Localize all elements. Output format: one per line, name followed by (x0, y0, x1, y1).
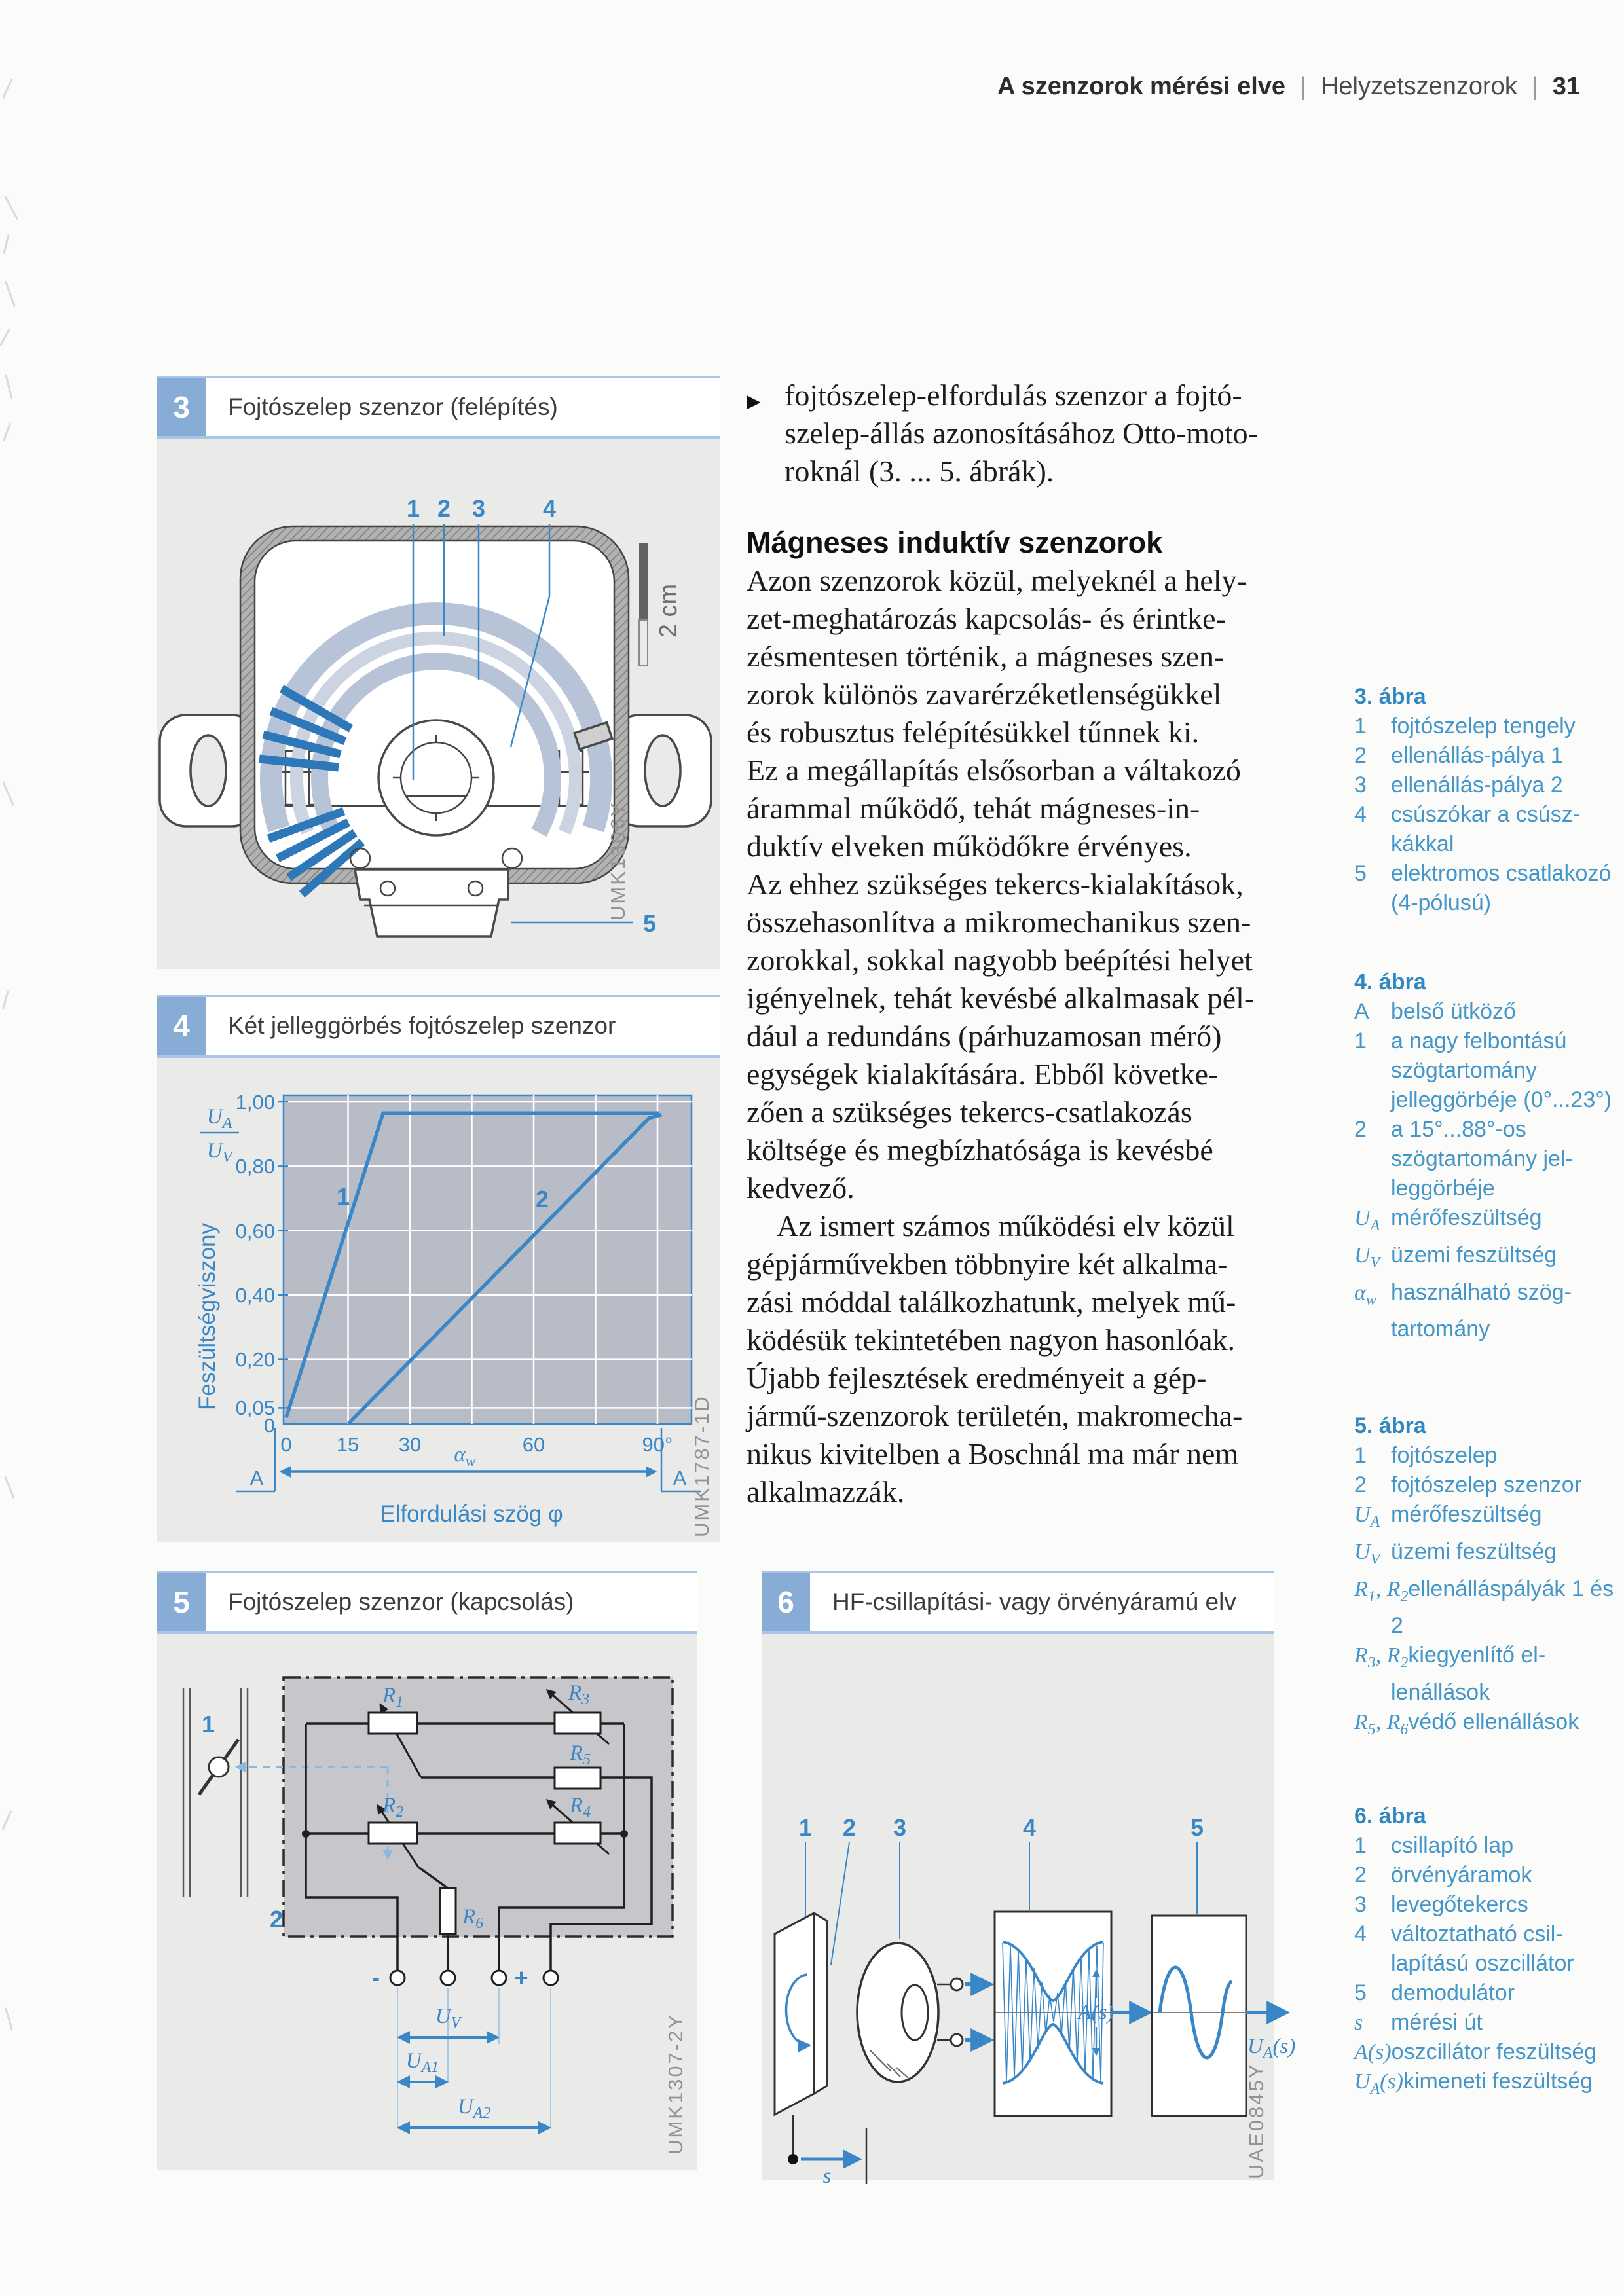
callout-5: 5 (642, 910, 657, 937)
text-line: egységek kialakítására. Ebből követke- (747, 1057, 1219, 1091)
r5-label: $R_5$ (570, 1741, 591, 1768)
header-divider: | (1300, 73, 1306, 100)
caption-text: ellenálláspályák 1 és 2 (1391, 1576, 1614, 1639)
caption-text: demodulátor (1391, 1980, 1515, 2005)
caption-term: 5 (1354, 861, 1367, 886)
caption-entry (1354, 2008, 1616, 2037)
caption-entries (1354, 997, 1616, 1344)
r2-label: $R_2$ (382, 1794, 404, 1821)
page-number: 31 (1552, 73, 1580, 100)
curve-1-label: 1 (336, 1183, 350, 1210)
text-line: ködésük tekintetében nagyon hasonlóak. (747, 1323, 1236, 1357)
caption-entry (1354, 1115, 1616, 1203)
resistor-r2 (369, 1823, 417, 1844)
y-tick: 0,60 (235, 1220, 275, 1243)
scan-mark (3, 422, 11, 441)
figure4-titlebar (157, 995, 720, 1058)
caption-text: oszcillátor feszültség (1391, 2039, 1597, 2064)
figure3-title: Fojtószelep szenzor (felépítés) (206, 378, 720, 436)
caption-term: $U_A(s)$ (1354, 2069, 1403, 2098)
figure3-watermark: UMK1306Y (606, 801, 629, 920)
damping-plate-edge (814, 1913, 827, 2094)
text-line: jármű-szenzorok területén, makromecha- (747, 1399, 1243, 1432)
a-marker-left: A (249, 1467, 264, 1489)
text-line: zorok különös zavarérzéketlenségükkel (747, 678, 1222, 711)
air-coil-bore (902, 1985, 928, 2040)
caption-term: 1 (1354, 1443, 1367, 1468)
throttle-sensor-construction-drawing (157, 439, 720, 974)
text-line: zet-meghatározás kapcsolás- és érintke- (747, 602, 1226, 635)
caption-term: $U_A$ (1354, 1503, 1380, 1531)
scan-mark (2, 78, 13, 99)
figure3-drawing-area (157, 439, 720, 969)
text-line: zási móddal találkozhatunk, melyek mű- (747, 1285, 1236, 1319)
text-line: Az ehhez szükséges tekercs-kialakítások, (747, 867, 1244, 901)
caption-term: 1 (1354, 1833, 1367, 1858)
caption-text: fojtószelep szenzor (1391, 1472, 1582, 1497)
y-tick: 0,40 (235, 1284, 275, 1307)
r1-label: $R_1$ (382, 1684, 404, 1711)
figure4-panel (157, 995, 720, 1542)
page-header (997, 71, 1580, 102)
caption-entry (1354, 1641, 1616, 1707)
terminal-1 (390, 1971, 405, 1985)
caption-term: 2 (1354, 1472, 1367, 1497)
text-line: igényelnek, tehát kevésbé alkalmasak pél- (747, 981, 1255, 1015)
text-line: alkalmazzák. (747, 1475, 905, 1508)
right-mounting-slot (645, 735, 680, 806)
caption-entry (1354, 2037, 1616, 2067)
figure6-watermark: UAE0845Y (1245, 2062, 1268, 2179)
throttle-sensor-circuit-diagram (157, 1634, 697, 2176)
caption-term: 3 (1354, 1892, 1367, 1917)
text-line: nikus kivitelben a Boschnál ma már nem (747, 1437, 1239, 1470)
a-marker-right: A (673, 1467, 687, 1489)
caption-entry (1354, 771, 1616, 800)
y-tick: 0,80 (235, 1155, 275, 1178)
caption-entry (1354, 1890, 1616, 1920)
text-line: költsége és megbízhatósága is kevésbé (747, 1133, 1213, 1167)
resistor-r6 (440, 1888, 456, 1934)
figure3-panel (157, 376, 720, 969)
caption-text: a 15°...88°-os szögtartomány jelleggörbéje (1391, 1117, 1573, 1201)
caption-entry (1354, 800, 1616, 859)
x-tick: 15 (336, 1433, 360, 1456)
figure4-title: Két jelleggörbés fojtószelep szenzor (206, 997, 720, 1055)
r4-label: $R_4$ (570, 1794, 591, 1821)
caption-entries (1354, 1441, 1616, 1745)
x-tick: 0 (280, 1433, 292, 1456)
scan-mark (4, 1476, 14, 1499)
bullet-paragraph (747, 376, 1304, 490)
caption-term: 4 (1354, 802, 1367, 827)
caption-heading: 3. ábra (1354, 684, 1426, 709)
caption-text: ellenállás-pálya 1 (1391, 743, 1563, 768)
caption-term: $R_5$, $R_6$ (1354, 1710, 1409, 1738)
measurement-origin-dot (788, 2154, 798, 2164)
caption-term: 2 (1354, 743, 1367, 768)
scan-mark (2, 1810, 12, 1830)
caption-entry (1354, 1241, 1616, 1278)
terminal-3 (492, 1971, 506, 1985)
text-line: zően a szükséges tekercs-csatlakozás (747, 1095, 1192, 1129)
caption-entry (1354, 1441, 1616, 1470)
text-line: fojtószelep-elfordulás szenzor a fojtó- (784, 378, 1242, 412)
scale-bar-solid (639, 543, 648, 620)
caption-entry (1354, 1203, 1616, 1241)
callout-2: 2 (842, 1814, 857, 1841)
demodulator-box (1152, 1916, 1246, 2116)
figure4-number-badge: 4 (157, 997, 206, 1055)
y-axis-label: Feszültségviszony (194, 1223, 220, 1410)
caption-term: $R_1$, $R_2$ (1354, 1576, 1409, 1605)
caption-text: csillapító lap (1391, 1833, 1514, 1858)
callout-1: 1 (406, 495, 420, 522)
resistor-r3 (555, 1713, 600, 1734)
figure6-titlebar (762, 1571, 1274, 1634)
caption-text: használható szögtartomány (1391, 1279, 1572, 1342)
x-axis-label: Elfordulási szög φ (380, 1501, 563, 1527)
scan-mark (2, 990, 9, 1010)
scan-mark (5, 196, 18, 221)
x-tick: 60 (522, 1433, 545, 1456)
caption-entry (1354, 1470, 1616, 1500)
minus-sign: - (372, 1964, 380, 1991)
node-dot-left (302, 1830, 310, 1838)
text-line: árammal működő, tehát mágneses-in- (747, 792, 1200, 825)
caption-text: a nagy felbontású szögtartomány jelleggörbéje (0°...23°) (1391, 1029, 1612, 1112)
caption-text: örvényáramok (1391, 1863, 1532, 1887)
resistor-r4 (555, 1823, 600, 1844)
ua2-label: $U_{A2}$ (457, 2095, 491, 2122)
bullet-icon: ▶ (747, 391, 761, 411)
section-heading: Mágneses induktív szenzorok (747, 526, 1163, 559)
caption-term: 2 (1354, 1863, 1367, 1887)
caption-figure6 (1354, 1802, 1616, 2104)
caption-term: $\alpha_w$ (1354, 1280, 1376, 1309)
figure5-panel (157, 1571, 697, 2170)
caption-term: 4 (1354, 1922, 1367, 1946)
scale-label: 2 cm (655, 583, 682, 638)
figure5-titlebar (157, 1571, 697, 1634)
figure6-panel (762, 1571, 1296, 2188)
callout-5: 5 (1190, 1814, 1204, 1841)
y-tick: 0,05 (235, 1396, 275, 1419)
callout-3: 3 (893, 1814, 907, 1841)
coil-terminal-top (951, 1978, 963, 1990)
eddy-current-principle-diagram (762, 1634, 1296, 2188)
electrical-connector (355, 869, 508, 936)
figure5-number-badge: 5 (157, 1573, 206, 1631)
caption-entries (1354, 1831, 1616, 2104)
caption-figure3 (1354, 682, 1616, 918)
caption-text: üzemi feszültség (1391, 1539, 1557, 1564)
callout-3: 3 (471, 495, 486, 522)
paragraph-2 (747, 1207, 1304, 1511)
scan-mark (5, 281, 16, 307)
figure5-title: Fojtószelep szenzor (kapcsolás) (206, 1573, 697, 1631)
figure4-watermark: UMK1787-1D (690, 1394, 713, 1537)
text-line: kedvező. (747, 1171, 855, 1205)
caption-term: 3 (1354, 773, 1367, 797)
fraction-denominator: $U_V$ (206, 1139, 232, 1166)
r3-label: $R_3$ (568, 1681, 590, 1708)
caption-text: üzemi feszültség (1391, 1242, 1557, 1267)
caption-text: elektromos csatlakozó (4-pólusú) (1391, 861, 1612, 915)
y-tick: 0 (263, 1414, 275, 1437)
figure5-circuit-area (157, 1634, 697, 2170)
curve-2-label: 2 (535, 1186, 549, 1212)
text-line: összehasonlítva a mikromechanikus szen- (747, 905, 1251, 939)
caption-term: $U_A$ (1354, 1206, 1380, 1234)
scan-mark (5, 374, 12, 399)
figure5-watermark: UMK1307-2Y (664, 2013, 687, 2155)
caption-entry (1354, 2067, 1616, 2104)
text-line: dául a redundáns (párhuzamosan mérő) (747, 1019, 1222, 1053)
caption-entry (1354, 1920, 1616, 1978)
caption-term: $U_V$ (1354, 1243, 1380, 1271)
caption-entry (1354, 712, 1616, 741)
r6-label: $R_6$ (462, 1905, 484, 1932)
caption-term: 2 (1354, 1117, 1367, 1142)
header-section-title: A szenzorok mérési elve (997, 73, 1286, 100)
bullet-lines (784, 376, 1304, 490)
dual-characteristic-chart (157, 1058, 720, 1547)
scan-mark (5, 2007, 13, 2030)
caption-figure4 (1354, 968, 1616, 1344)
caption-term: $U_V$ (1354, 1539, 1380, 1568)
caption-entry (1354, 859, 1616, 918)
main-text-column (747, 376, 1304, 1511)
caption-entry (1354, 1278, 1616, 1345)
alpha-w-label: $\alpha_w$ (454, 1443, 476, 1470)
caption-entry (1354, 1831, 1616, 1861)
caption-term: 1 (1354, 1029, 1367, 1053)
x-tick: 90° (642, 1433, 673, 1456)
callout-2: 2 (437, 495, 451, 522)
caption-heading: 6. ábra (1354, 1804, 1426, 1829)
caption-text: kimeneti feszültség (1403, 2069, 1593, 2094)
caption-text: mérőfeszültség (1391, 1205, 1542, 1230)
caption-entry (1354, 1978, 1616, 2008)
caption-term: A(s) (1354, 2040, 1392, 2064)
ua1-label: $U_{A1}$ (405, 2049, 439, 2076)
caption-text: levegőtekercs (1391, 1892, 1528, 1917)
throttle-pipe-walls (183, 1688, 248, 1897)
resistor-r1 (369, 1713, 417, 1734)
caption-text: változtatható csillapítású oszcillátor (1391, 1922, 1574, 1976)
caption-heading: 5. ábra (1354, 1413, 1426, 1438)
callout-1: 1 (798, 1814, 813, 1841)
text-line: duktív elveken működőkre érvényes. (747, 829, 1192, 863)
text-line: Az ismert számos működési elv közül (747, 1209, 1234, 1243)
throttle-flap-pivot (209, 1757, 229, 1777)
text-line: roknál (3. ... 5. ábrák). (784, 454, 1054, 488)
figure6-title: HF-csillapítási- vagy örvényáramú elv (810, 1573, 1274, 1631)
text-line: Ez a megállapítás elsősorban a váltakozó (747, 754, 1241, 787)
left-mounting-slot (191, 735, 226, 806)
caption-term: A (1354, 999, 1369, 1024)
caption-heading: 4. ábra (1354, 970, 1426, 994)
caption-text: fojtószelep tengely (1391, 714, 1576, 738)
figure3-titlebar (157, 376, 720, 439)
damping-plate (775, 1913, 814, 2115)
plus-sign: + (514, 1964, 528, 1991)
caption-term: 1 (1354, 714, 1367, 738)
caption-text: kiegyenlítő ellenállások (1391, 1643, 1546, 1705)
node-dot-right (620, 1830, 628, 1838)
caption-text: fojtószelep (1391, 1443, 1498, 1468)
resistor-r5 (555, 1768, 600, 1789)
coil-terminal-bottom (951, 2034, 963, 2046)
plot-area (284, 1095, 692, 1424)
terminals (390, 1971, 558, 1985)
caption-term: 5 (1354, 1980, 1367, 2005)
caption-entry (1354, 997, 1616, 1027)
fraction-numerator: $U_A$ (206, 1105, 232, 1132)
caption-entry (1354, 741, 1616, 771)
amplitude-label: A(s) (1078, 2001, 1115, 2024)
caption-text: mérési út (1391, 2010, 1483, 2035)
output-voltage-label: $U_A(s)$ (1247, 2035, 1296, 2062)
caption-text: belső ütköző (1391, 999, 1516, 1024)
caption-entry (1354, 1861, 1616, 1890)
text-line: zorokkal, sokkal nagyobb beépítési helyet (747, 943, 1253, 977)
uv-label: $U_V$ (435, 2005, 461, 2032)
caption-text: csúszókar a csúszkákkal (1391, 802, 1581, 856)
caption-term: $R_3$, $R_2$ (1354, 1643, 1409, 1672)
header-subsection: Helyzetszenzorok (1320, 73, 1517, 100)
caption-figure5 (1354, 1412, 1616, 1745)
scan-mark (0, 328, 10, 346)
scale-bar-outline (639, 620, 648, 666)
s-label: s (822, 2164, 832, 2188)
caption-entry (1354, 1707, 1616, 1745)
terminal-2 (441, 1971, 455, 1985)
caption-entries (1354, 712, 1616, 918)
callout-4: 4 (1022, 1814, 1037, 1841)
caption-term: s (1354, 2011, 1363, 2035)
figure6-number-badge: 6 (762, 1573, 810, 1631)
terminal-4 (544, 1971, 558, 1985)
y-tick: 0,20 (235, 1348, 275, 1371)
caption-text: védő ellenállások (1408, 1709, 1579, 1735)
text-line: szelep-állás azonosításához Otto-moto- (784, 416, 1258, 450)
flap-callout-1: 1 (201, 1711, 215, 1738)
x-tick: 30 (398, 1433, 422, 1456)
text-line: zésmentesen történik, a mágneses szen- (747, 640, 1225, 673)
callout-4: 4 (542, 495, 557, 522)
figure4-chart-area (157, 1058, 720, 1542)
scan-mark (2, 781, 14, 806)
text-line: Újabb fejlesztések eredményeit a gép- (747, 1361, 1207, 1394)
header-divider: | (1531, 73, 1538, 100)
caption-text: ellenállás-pálya 2 (1391, 773, 1563, 797)
text-line: gépjárművekben többnyire két alkalma- (747, 1247, 1228, 1281)
figure3-number-badge: 3 (157, 378, 206, 436)
y-tick: 1,00 (235, 1091, 275, 1114)
caption-entry (1354, 1537, 1616, 1575)
caption-entry (1354, 1575, 1616, 1641)
caption-entry (1354, 1027, 1616, 1115)
figure6-diagram-area (762, 1634, 1296, 2188)
caption-text: mérőfeszültség (1391, 1502, 1542, 1527)
paragraph-1 (747, 562, 1304, 1207)
text-line: Azon szenzorok közül, melyeknél a hely- (747, 564, 1247, 597)
caption-entry (1354, 1500, 1616, 1537)
scan-mark (3, 234, 9, 254)
text-line: és robusztus felépítésükkel tűnnek ki. (747, 716, 1200, 749)
housing-callout-2: 2 (270, 1906, 284, 1933)
